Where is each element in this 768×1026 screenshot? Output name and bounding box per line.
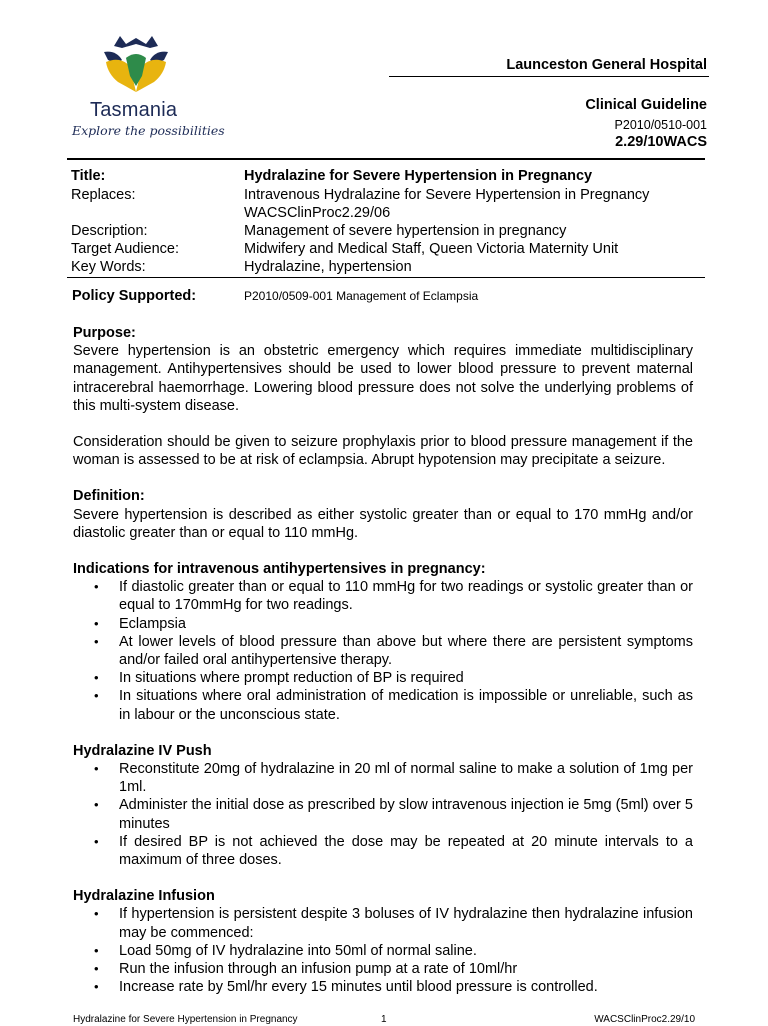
iv-push-section	[73, 742, 693, 869]
footer-page-number: 1	[381, 1014, 387, 1025]
title-label: Title:	[71, 168, 106, 184]
indications-list	[73, 578, 693, 724]
header-divider	[389, 76, 709, 77]
tasmania-logo	[68, 32, 225, 144]
list-item: • Run the infusion through an infusion pump at a rate of 10ml/hr	[73, 960, 693, 978]
list-item: • If hypertension is persistent despite 3 boluses of IV hydralazine then hydralazine infusion may be commenced:	[73, 905, 693, 941]
list-item: • At lower levels of blood pressure than above but where there are persistent symptoms and/or failed oral antihypertensive therapy.	[73, 633, 693, 669]
list-item: • If diastolic greater than or equal to 110 mmHg for two readings or systolic greater than or equal to 170mmHg for two readings.	[73, 578, 693, 614]
iv-push-heading: Hydralazine IV Push	[73, 742, 212, 759]
list-item: • In situations where oral administration of medication is impossible or unreliable, such as in labour or the unconscious state.	[73, 687, 693, 723]
infusion-list	[73, 905, 693, 996]
replaces-value-line2: WACSClinProc2.29/06	[244, 205, 391, 221]
purpose-heading: Purpose:	[73, 325, 136, 341]
definition-section	[73, 487, 693, 542]
policy-label: Policy Supported:	[72, 288, 197, 304]
list-item: • Eclampsia	[73, 615, 693, 633]
list-item: • If desired BP is not achieved the dose may be repeated at 20 minute intervals to a maximum of three doses.	[73, 833, 693, 869]
purpose-paragraph: Severe hypertension is an obstetric emergency which requires immediate multidisciplinary management. Antihypertensives should be used to lower blood pressure to prevent maternal intracerebral haemorrhage. Lowering blood pressure does not solve the underlying problems of this multi-system disease.	[73, 343, 693, 414]
infusion-heading: Hydralazine Infusion	[73, 888, 215, 905]
audience-label: Target Audience:	[71, 241, 180, 257]
policy-value: P2010/0509-001 Management of Eclampsia	[244, 289, 479, 303]
purpose-section	[73, 324, 693, 469]
title-value: Hydralazine for Severe Hypertension in Pregnancy	[244, 168, 593, 184]
meta-top-divider	[67, 158, 705, 160]
footer-code: WACSClinProc2.29/10	[594, 1014, 695, 1025]
list-item: • Load 50mg of IV hydralazine into 50ml of normal saline.	[73, 942, 693, 960]
keywords-value: Hydralazine, hypertension	[244, 259, 412, 275]
document-number: P2010/0510-001	[614, 118, 707, 132]
footer-title: Hydralazine for Severe Hypertension in Pregnancy	[73, 1014, 298, 1025]
document-body	[73, 324, 693, 997]
list-item: • Administer the initial dose as prescribed by slow intravenous injection ie 5mg (5ml) over 5 minutes	[73, 796, 693, 832]
replaces-label: Replaces:	[71, 187, 136, 203]
description-label: Description:	[71, 223, 148, 239]
audience-value: Midwifery and Medical Staff, Queen Victoria Maternity Unit	[244, 241, 619, 257]
meta-bottom-divider	[67, 277, 705, 278]
indications-heading: Indications for intravenous antihypertensives in pregnancy:	[73, 561, 486, 578]
list-item: • Increase rate by 5ml/hr every 15 minutes until blood pressure is controlled.	[73, 978, 693, 996]
hospital-name: Launceston General Hospital	[506, 57, 707, 73]
description-value: Management of severe hypertension in pregnancy	[244, 223, 567, 239]
definition-paragraph: Severe hypertension is described as either systolic greater than or equal to 170 mmHg and/or diastolic greater than or equal to 110 mmHg.	[73, 506, 693, 541]
document-code: 2.29/10WACS	[615, 134, 707, 150]
tasmania-emblem-icon	[96, 32, 176, 100]
purpose-paragraph: Consideration should be given to seizure prophylaxis prior to blood pressure management if the woman is assessed to be at risk of eclampsia. Abrupt hypotension may precipitate a seizure.	[73, 434, 693, 469]
list-item: • Reconstitute 20mg of hydralazine in 20 ml of normal saline to make a solution of 1mg per 1ml.	[73, 760, 693, 796]
infusion-section	[73, 887, 693, 996]
page-footer	[73, 1014, 695, 1026]
keywords-label: Key Words:	[71, 259, 146, 275]
iv-push-list	[73, 760, 693, 869]
logo-tagline: Explore the possibilities	[72, 123, 225, 138]
document-type: Clinical Guideline	[585, 97, 707, 113]
list-item: • In situations where prompt reduction of BP is required	[73, 669, 693, 687]
indications-section	[73, 560, 693, 724]
logo-name: Tasmania	[90, 99, 178, 121]
replaces-value-line1: Intravenous Hydralazine for Severe Hypertension in Pregnancy	[244, 187, 650, 203]
definition-heading: Definition:	[73, 488, 145, 505]
